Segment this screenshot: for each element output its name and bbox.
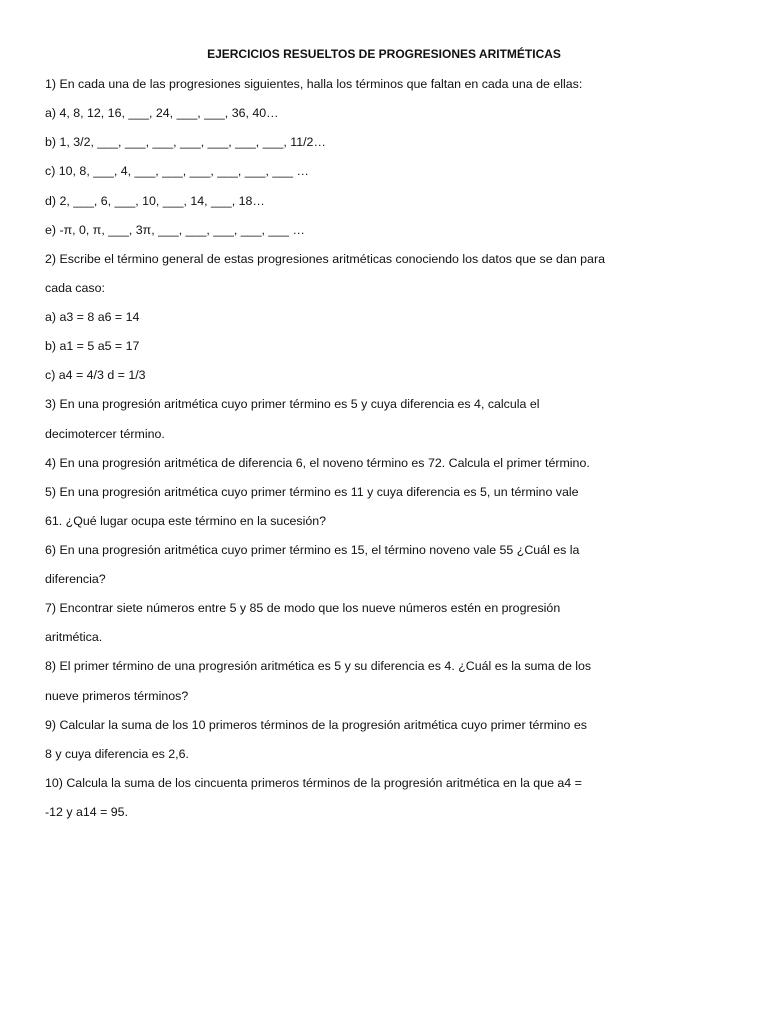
exercise-7-statement-cont: aritmética.	[45, 630, 103, 644]
exercise-5-statement-cont: 61. ¿Qué lugar ocupa este término en la sucesión?	[45, 514, 327, 528]
exercise-7-statement: 7) Encontrar siete números entre 5 y 85 de modo que los nueve números estén en progresión	[45, 601, 561, 615]
exercise-2-item-b: b) a1 = 5 a5 = 17	[45, 339, 140, 353]
exercise-9-statement: 9) Calcular la suma de los 10 primeros términos de la progresión aritmética cuyo primer término es	[45, 718, 587, 732]
exercise-1-item-c: c) 10, 8, ___, 4, ___, ___, ___, ___, ___, ___ …	[45, 164, 309, 178]
exercise-1-item-d: d) 2, ___, 6, ___, 10, ___, 14, ___, 18…	[45, 194, 265, 208]
exercise-4-statement: 4) En una progresión aritmética de diferencia 6, el noveno término es 72. Calcula el primer término.	[45, 456, 590, 470]
exercise-3-statement-cont: decimotercer término.	[45, 427, 165, 441]
exercise-8-statement: 8) El primer término de una progresión aritmética es 5 y su diferencia es 4. ¿Cuál es la suma de los	[45, 659, 592, 673]
exercise-5-statement: 5) En una progresión aritmética cuyo primer término es 11 y cuya diferencia es 5, un término vale	[45, 485, 579, 499]
exercise-8-statement-cont: nueve primeros términos?	[45, 689, 189, 703]
exercise-2-statement-cont: cada caso:	[45, 281, 105, 295]
exercise-10-statement-cont: -12 y a14 = 95.	[45, 805, 129, 819]
exercise-10-statement: 10) Calcula la suma de los cincuenta primeros términos de la progresión aritmética en la que a4 =	[45, 776, 582, 790]
exercise-3-statement: 3) En una progresión aritmética cuyo primer término es 5 y cuya diferencia es 4, calcula el	[45, 397, 540, 411]
exercise-9-statement-cont: 8 y cuya diferencia es 2,6.	[45, 747, 189, 761]
exercise-1-item-a: a) 4, 8, 12, 16, ___, 24, ___, ___, 36, 40…	[45, 106, 279, 120]
exercise-2-item-a: a) a3 = 8 a6 = 14	[45, 310, 140, 324]
exercise-6-statement-cont: diferencia?	[45, 572, 106, 586]
exercise-2-statement: 2) Escribe el término general de estas progresiones aritméticas conociendo los datos que se dan para	[45, 252, 605, 266]
exercise-1-item-e: e) -π, 0, π, ___, 3π, ___, ___, ___, ___, ___ …	[45, 223, 305, 237]
document-title: EJERCICIOS RESUELTOS DE PROGRESIONES ARITMÉTICAS	[207, 47, 561, 61]
exercise-2-item-c: c) a4 = 4/3 d = 1/3	[45, 368, 146, 382]
exercise-1-item-b: b) 1, 3/2, ___, ___, ___, ___, ___, ___, ___, 11/2…	[45, 135, 326, 149]
exercise-1-statement: 1) En cada una de las progresiones siguientes, halla los términos que faltan en cada una de ellas:	[45, 77, 583, 91]
exercise-6-statement: 6) En una progresión aritmética cuyo primer término es 15, el término noveno vale 55 ¿Cuál es la	[45, 543, 580, 557]
